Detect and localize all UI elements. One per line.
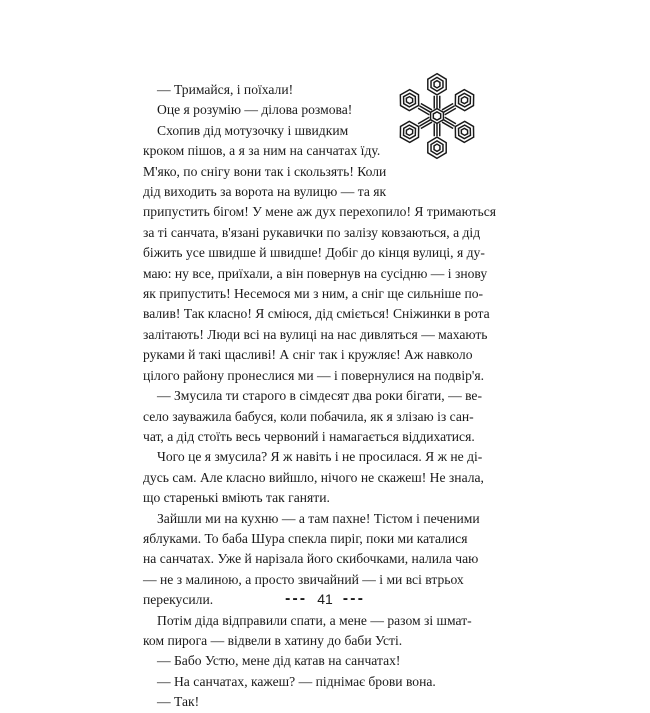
dialogue-line: — На санчатах, кажеш? — піднімає брови вона.	[157, 673, 436, 689]
text-line: Зайшли ми на кухню — а там пахне! Тістом і печеними	[157, 510, 480, 526]
text-line: перекусили.	[143, 592, 214, 608]
paragraph	[143, 121, 508, 386]
text-line: маю: ну все, приїхали, а він повернув на сусідню — і знову	[143, 265, 488, 281]
paragraph: Оце я розумію — ділова розмова!	[157, 102, 353, 118]
text-line: дусь сам. Але класно вийшло, нічого не скажеш! Не знала,	[143, 469, 484, 485]
text-line: за ті санчата, в'язані рукавички по залізу ковзаються, а дід	[143, 224, 481, 240]
text-line: залітають! Люди всі на вулиці на нас дивляться — махають	[143, 326, 488, 342]
paragraph	[143, 386, 508, 447]
text-line: яблуками. То баба Шура спекла пиріг, поки ми каталися	[143, 530, 468, 546]
footer-dashes-left: ---	[285, 591, 308, 607]
text-line: — Змусила ти старого в сімдесят два роки бігати, — ве-	[157, 388, 482, 404]
text-line: — не з малиною, а просто звичайний — і ми всі втрьох	[143, 571, 464, 587]
text-line: чат, а дід стоїть весь червоний і намагається віддихатися.	[143, 428, 475, 444]
footer-dashes-right: ---	[342, 591, 365, 607]
text-line: як припустить! Несемося ми з ним, а сніг ще сильніше по-	[143, 286, 484, 302]
paragraph	[143, 611, 508, 652]
text-line: припустить бігом! У мене аж дух перехопило! Я тримаються	[143, 204, 496, 220]
text-line: село зауважила бабуся, коли побачила, як я злізаю із сан-	[143, 408, 474, 424]
text-line: Чого це я змусила? Я ж навіть і не просилася. Я ж не ді-	[157, 449, 483, 465]
text-line: М'яко, по снігу вони так і скользять! Коли	[143, 163, 387, 179]
dialogue-line: — Бабо Устю, мене дід катав на санчатах!	[157, 653, 401, 669]
paragraph	[143, 447, 508, 508]
dialogue-line: — Тримайся, і поїхали!	[157, 82, 294, 97]
text-line: кроком пішов, а я за ним на санчатах їду.	[143, 143, 381, 159]
page-footer	[0, 587, 650, 611]
text-line: цілого району пронеслися ми — і повернулися на подвір'я.	[143, 367, 485, 383]
page-number: 41	[317, 591, 333, 607]
text-line: Потім діда відправили спати, а мене — разом зі шмат-	[157, 612, 472, 628]
text-line: дід виходить за ворота на вулицю — та як	[143, 184, 387, 200]
text-line: Схопив дід мотузочку і швидким	[157, 122, 349, 138]
text-line: ком пирога — відвели в хатину до баби Усті.	[143, 632, 403, 648]
text-body	[143, 80, 508, 713]
text-line: біжить усе швидше й швидше! Добіг до кінця вулиці, я ду-	[143, 245, 485, 261]
text-line: що старенькі вміють так ганяти.	[143, 490, 330, 506]
text-line: руками й такі щасливі! А сніг так і кружляє! Аж навколо	[143, 347, 473, 363]
text-line: валив! Так класно! Я сміюся, дід сміється! Сніжинки в рота	[143, 306, 490, 322]
dialogue-line: — Так!	[157, 694, 200, 710]
text-line: на санчатах. Уже й нарізала його скибочками, налила чаю	[143, 551, 479, 567]
